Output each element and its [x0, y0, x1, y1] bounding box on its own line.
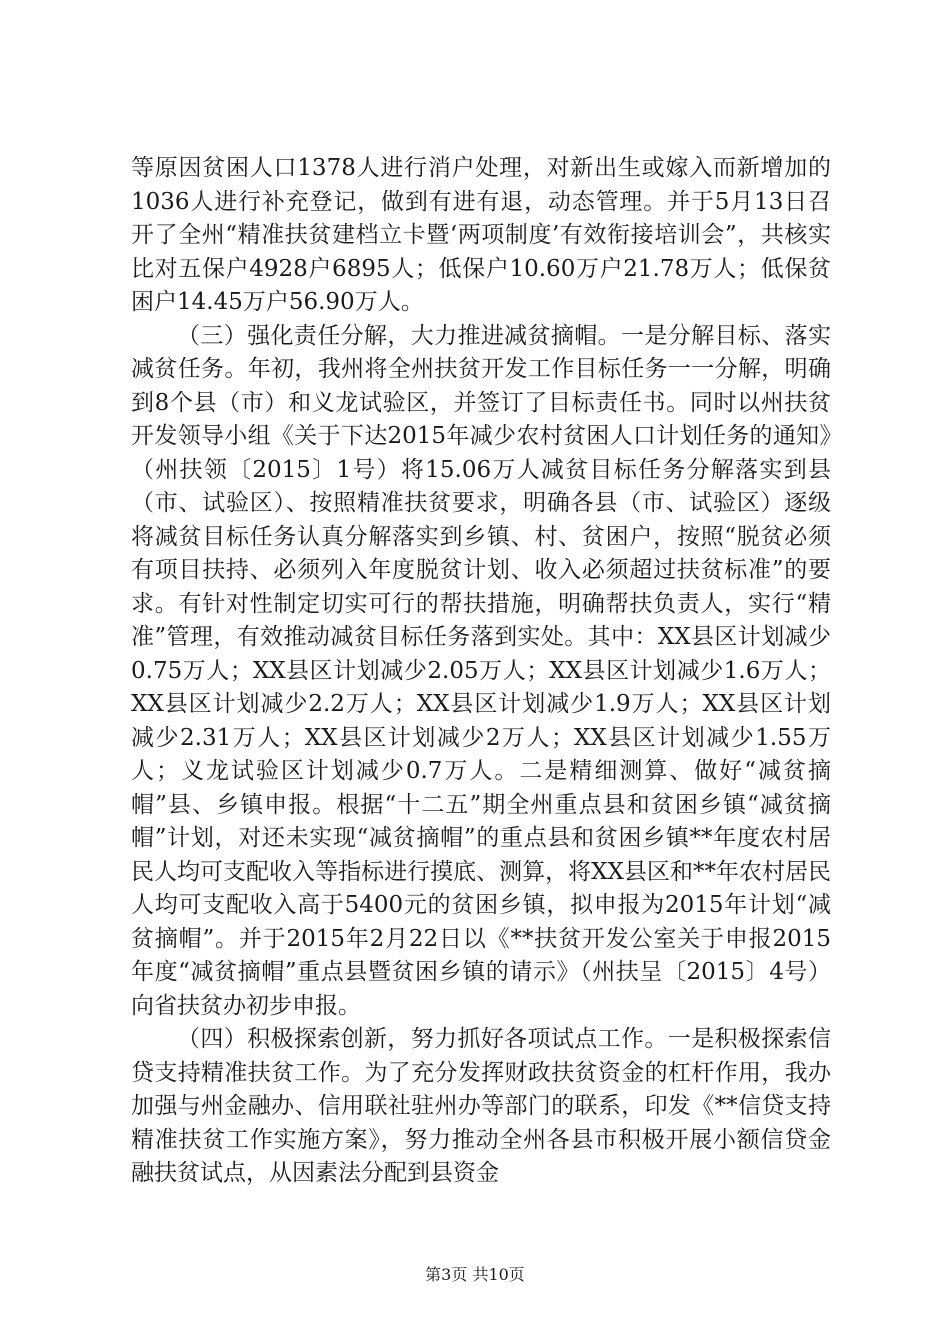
paragraph-section-four: （四）积极探索创新，努力抓好各项试点工作。一是积极探索信贷支持精准扶贫工作。为了充分发挥财政扶贫资金的杠杆作用，我办加强与州金融办、信用联社驻州办等部门的联系，印发《**信贷支持精准扶贫工作实施方案》，努力推动全州各县市积极开展小额信贷金融扶贫试点，从因素法分配到县资金 [131, 1026, 831, 1186]
page-number-footer: 第3页 共10页 [425, 1265, 525, 1284]
paragraph-continued: 等原因贫困人口1378人进行消户处理，对新出生或嫁入而新增加的1036人进行补充登记，做到有进有退，动态管理。并于5月13日召开了全州“精准扶贫建档立卡暨‘两项制度’有效衔接培训会”，共核实比对五保户4928户6895人；低保户10.60万户21.78万人；低保贫困户14.45万户56.90万人。 [131, 155, 831, 315]
paragraph-section-three: （三）强化责任分解，大力推进减贫摘帽。一是分解目标、落实减贫任务。年初，我州将全州扶贫开发工作目标任务一一分解，明确到8个县（市）和义龙试验区，并签订了目标责任书。同时以州扶贫开发领导小组《关于下达2015年减少农村贫困人口计划任务的通知》（州扶领〔2015〕1号）将15.06万人减贫目标任务分解落实到县（市、试验区）、按照精准扶贫要求，明确各县（市、试验区）逐级将减贫目标任务认真分解落实到乡镇、村、贫困户，按照“脱贫必须有项目扶持、必须列入年度脱贫计划、收入必须超过扶贫标准”的要求。有针对性制定切实可行的帮扶措施，明确帮扶负责人，实行“精准”管理，有效推动减贫目标任务落到实处。其中：XX县区计划减少0.75万人；XX县区计划减少2.05万人；XX县区计划减少1.6万人；XX县区计划减少2.2万人；XX县区计划减少1.9万人；XX县区计划减少2.31万人；XX县区计划减少2万人；XX县区计划减少1.55万人；义龙试验区计划减少0.7万人。二是精细测算、做好“减贫摘帽”县、乡镇申报。根据“十二五”期全州重点县和贫困乡镇“减贫摘帽”计划，对还未实现“减贫摘帽”的重点县和贫困乡镇**年度农村居民人均可支配收入等指标进行摸底、测算，将XX县区和**年农村居民人均可支配收入高于5400元的贫困乡镇，拟申报为2015年计划“减贫摘帽”。并于2015年2月22日以《**扶贫开发公室关于申报2015年度“减贫摘帽”重点县暨贫困乡镇的请示》（州扶呈〔2015〕4号）向省扶贫办初步申报。 [131, 322, 831, 1019]
document-body [131, 152, 831, 1191]
